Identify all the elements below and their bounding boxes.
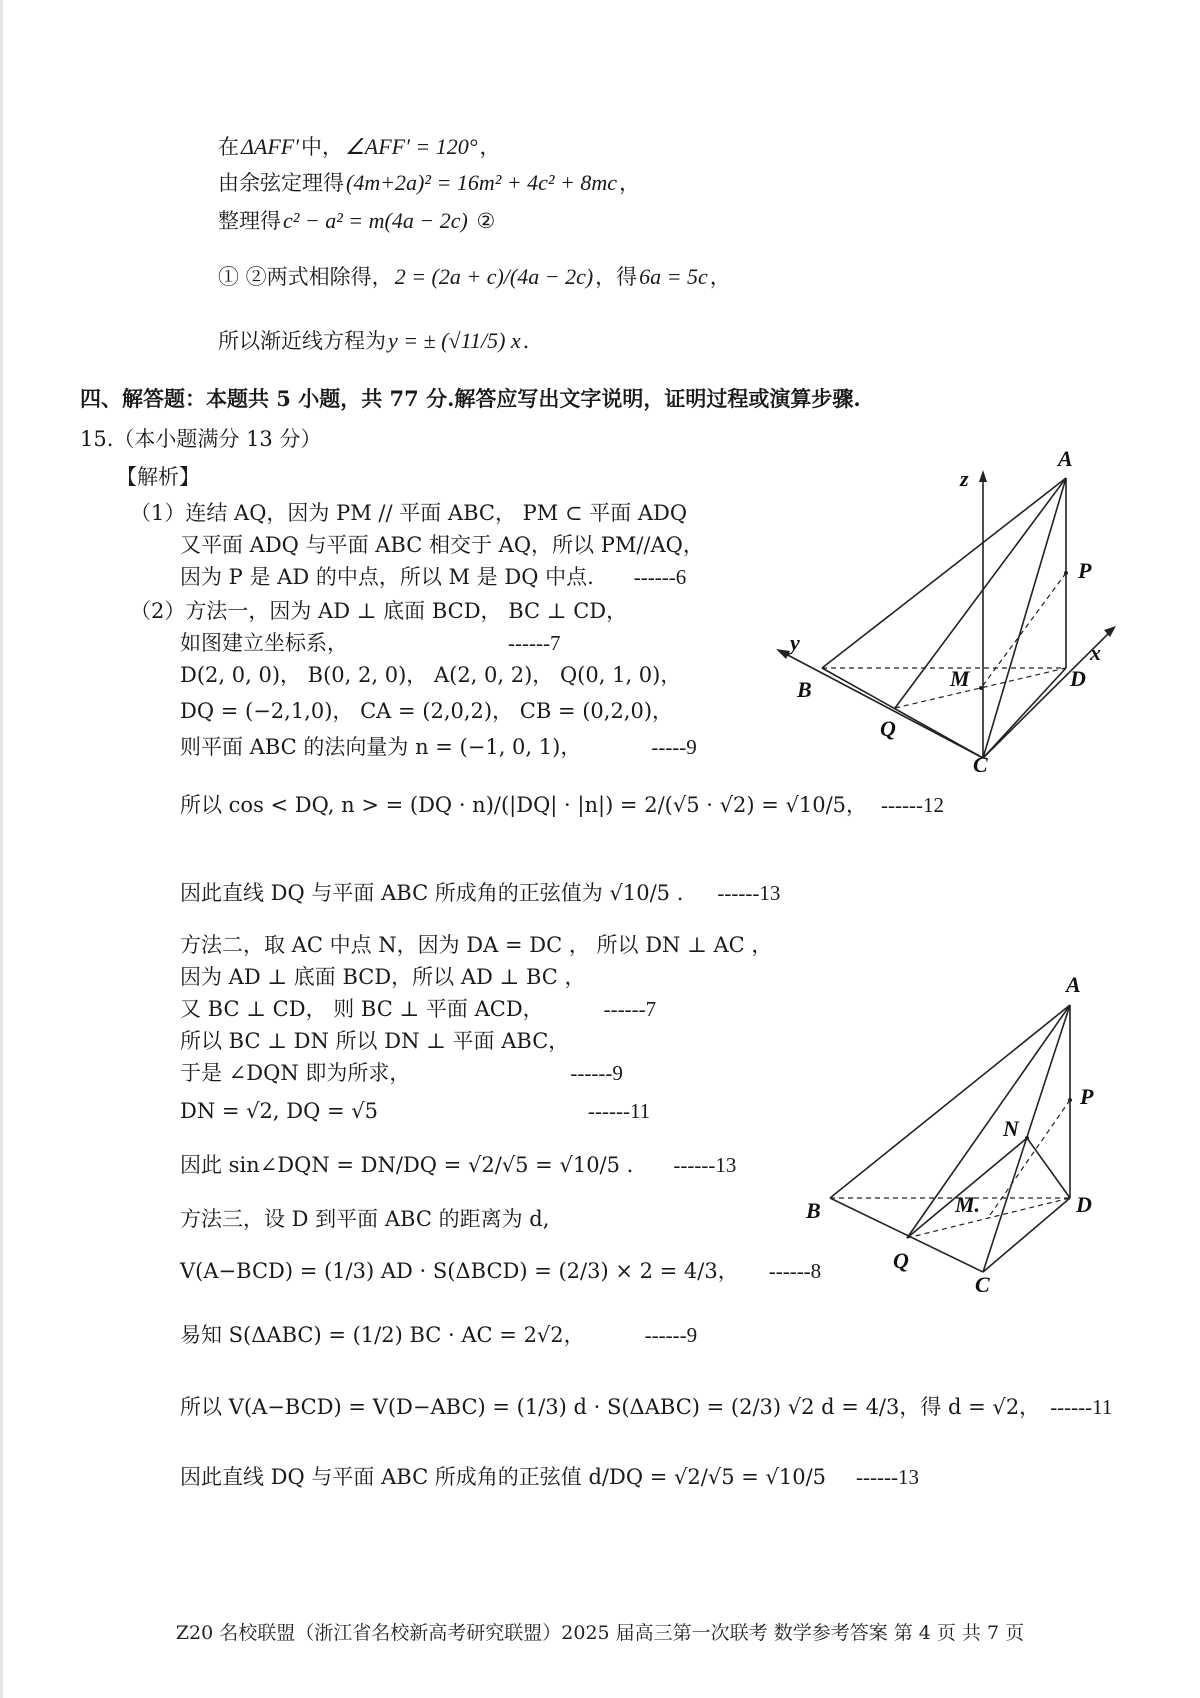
line-3: 整理得c² − a² = m(4a − 2c) ②: [218, 208, 496, 233]
cosine-line: 所以 cos < DQ, n > = (DQ · n)/(|DQ| · |n|) = 2/(√5 · √2) = √10/5， ------12: [180, 790, 944, 820]
solution-label: 【解析】: [116, 465, 200, 489]
label-Q: Q: [893, 1248, 909, 1273]
problem-15-title: 15.（本小题满分 13 分）: [80, 427, 322, 451]
point-M: [979, 686, 983, 690]
segment-DN: [1027, 1138, 1070, 1198]
edge-AB: [830, 1005, 1070, 1198]
method2-line6: DN = √2, DQ = √5 ------11: [180, 1096, 650, 1126]
label-P: P: [1078, 558, 1092, 583]
y-axis-arrow: [776, 649, 790, 659]
label-A: A: [1058, 446, 1073, 471]
score-mark: ------11: [1050, 1395, 1113, 1419]
label-B: B: [797, 677, 812, 702]
score-mark: ------9: [570, 1061, 623, 1085]
page-footer: Z20 名校联盟（浙江省名校新高考研究联盟）2025 届高三第一次联考 数学参考答案 第 4 页 共 7 页: [175, 1622, 1025, 1644]
label-z: z: [960, 466, 969, 491]
method2-line4: 所以 BC ⊥ DN 所以 DN ⊥ 平面 ABC，: [180, 1029, 570, 1053]
method3-line2: V(A−BCD) = (1/3) AD · S(ΔBCD) = (2/3) × 2 = 4/3， ------8: [180, 1256, 821, 1286]
label-M: M: [950, 666, 970, 691]
scan-edge: [0, 0, 3, 1698]
line-5: 所以渐近线方程为y = ± (√11/5) x.: [218, 328, 530, 353]
score-mark: ------13: [717, 881, 781, 905]
label-Q: Q: [880, 716, 896, 741]
label-D: D: [1076, 1192, 1092, 1217]
method1-conclusion: 因此直线 DQ 与平面 ABC 所成角的正弦值为 √10/5 . ------13: [180, 878, 780, 908]
z-axis-arrow: [979, 470, 987, 482]
method3-line3: 易知 S(ΔABC) = (1/2) BC · AC = 2√2， ------9: [180, 1320, 697, 1350]
edge-AQ: [895, 478, 1066, 708]
label-y: y: [790, 630, 800, 655]
part2-method1-line2: 如图建立坐标系， ------7: [180, 628, 560, 658]
method3-conclusion: 因此直线 DQ 与平面 ABC 所成角的正弦值 d/DQ = √2/√5 = √10/5 ------13: [180, 1462, 919, 1492]
part1-line2: 又平面 ADQ 与平面 ABC 相交于 AQ，所以 PM//AQ，: [180, 533, 704, 557]
segment-PM-hidden: [988, 1100, 1070, 1218]
score-mark: ------9: [644, 1323, 698, 1347]
line-1: 在ΔAFF′中，∠AFF′ = 120°，: [218, 134, 501, 159]
method2-line5: 于是 ∠DQN 即为所求， ------9: [180, 1058, 623, 1088]
score-mark: ------12: [881, 793, 944, 817]
method2-conclusion: 因此 sin∠DQN = DN/DQ = √2/√5 = √10/5 . ------13: [180, 1150, 736, 1180]
point-P: [1068, 1098, 1072, 1102]
edge-AQ: [907, 1005, 1070, 1238]
label-x: x: [1090, 640, 1101, 665]
score-mark: ------11: [588, 1099, 651, 1123]
score-mark: ------8: [768, 1259, 822, 1283]
point-N: [1025, 1136, 1029, 1140]
edge-AB: [822, 478, 1066, 668]
label-M: M.: [955, 1192, 981, 1217]
section-heading: 四、解答题：本题共 5 小题，共 77 分.解答应写出文字说明，证明过程或演算步骤.: [80, 386, 861, 411]
figure-2-tetrahedron-diagram: [790, 960, 1150, 1310]
method2-line3: 又 BC ⊥ CD， 则 BC ⊥ 平面 ACD， ------7: [180, 994, 656, 1024]
label-A: A: [1066, 972, 1081, 997]
score-mark: ------7: [603, 997, 657, 1021]
method2-line2: 因为 AD ⊥ 底面 BCD，所以 AD ⊥ BC ，: [180, 965, 586, 989]
part2-method1-line1: （2）方法一，因为 AD ⊥ 底面 BCD， BC ⊥ CD，: [130, 599, 628, 623]
method3-line1: 方法三，设 D 到平面 ABC 的距离为 d,: [180, 1207, 550, 1231]
score-mark: -----9: [651, 735, 697, 759]
edge-DC: [983, 1198, 1070, 1272]
score-mark: ------13: [673, 1153, 737, 1177]
label-C: C: [975, 1272, 990, 1297]
line-2: 由余弦定理得(4m+2a)² = 16m² + 4c² + 8mc，: [218, 170, 641, 195]
edge-DC: [983, 668, 1066, 758]
label-C: C: [973, 752, 988, 777]
label-P: P: [1080, 1084, 1094, 1109]
method3-line4: 所以 V(A−BCD) = V(D−ABC) = (1/3) d · S(ΔABC) = (2/3) √2 d = 4/3，得 d = √2， ------11: [180, 1392, 1112, 1422]
point-P: [1064, 571, 1068, 575]
score-mark: ------6: [633, 565, 687, 589]
vectors-line: DQ = (−2,1,0)， CA = (2,0,2)， CB = (0,2,0)，: [180, 699, 674, 723]
method2-line1: 方法二，取 AC 中点 N，因为 DA = DC ， 所以 DN ⊥ AC ，: [180, 933, 773, 957]
part1-line1: （1）连结 AQ，因为 PM // 平面 ABC， PM ⊂ 平面 ADQ: [130, 501, 688, 525]
label-N: N: [1003, 1116, 1019, 1141]
coordinates-line: D(2, 0, 0)， B(0, 2, 0)， A(2, 0, 2)， Q(0, 1, 0)，: [180, 663, 682, 687]
figure-1-coordinate-diagram: [760, 440, 1140, 780]
score-mark: ------13: [856, 1465, 920, 1489]
line-4: ① ②两式相除得，2 = (2a + c)/(4a − 2c)，得6a = 5c，: [218, 264, 731, 289]
normal-vector-line: 则平面 ABC 的法向量为 n = (−1, 0, 1)， -----9: [180, 732, 697, 762]
score-mark: ------7: [508, 631, 561, 655]
part1-line3: 因为 P 是 AD 的中点，所以 M 是 DQ 中点. ------6: [180, 562, 686, 592]
label-B: B: [806, 1198, 821, 1223]
label-D: D: [1070, 666, 1086, 691]
